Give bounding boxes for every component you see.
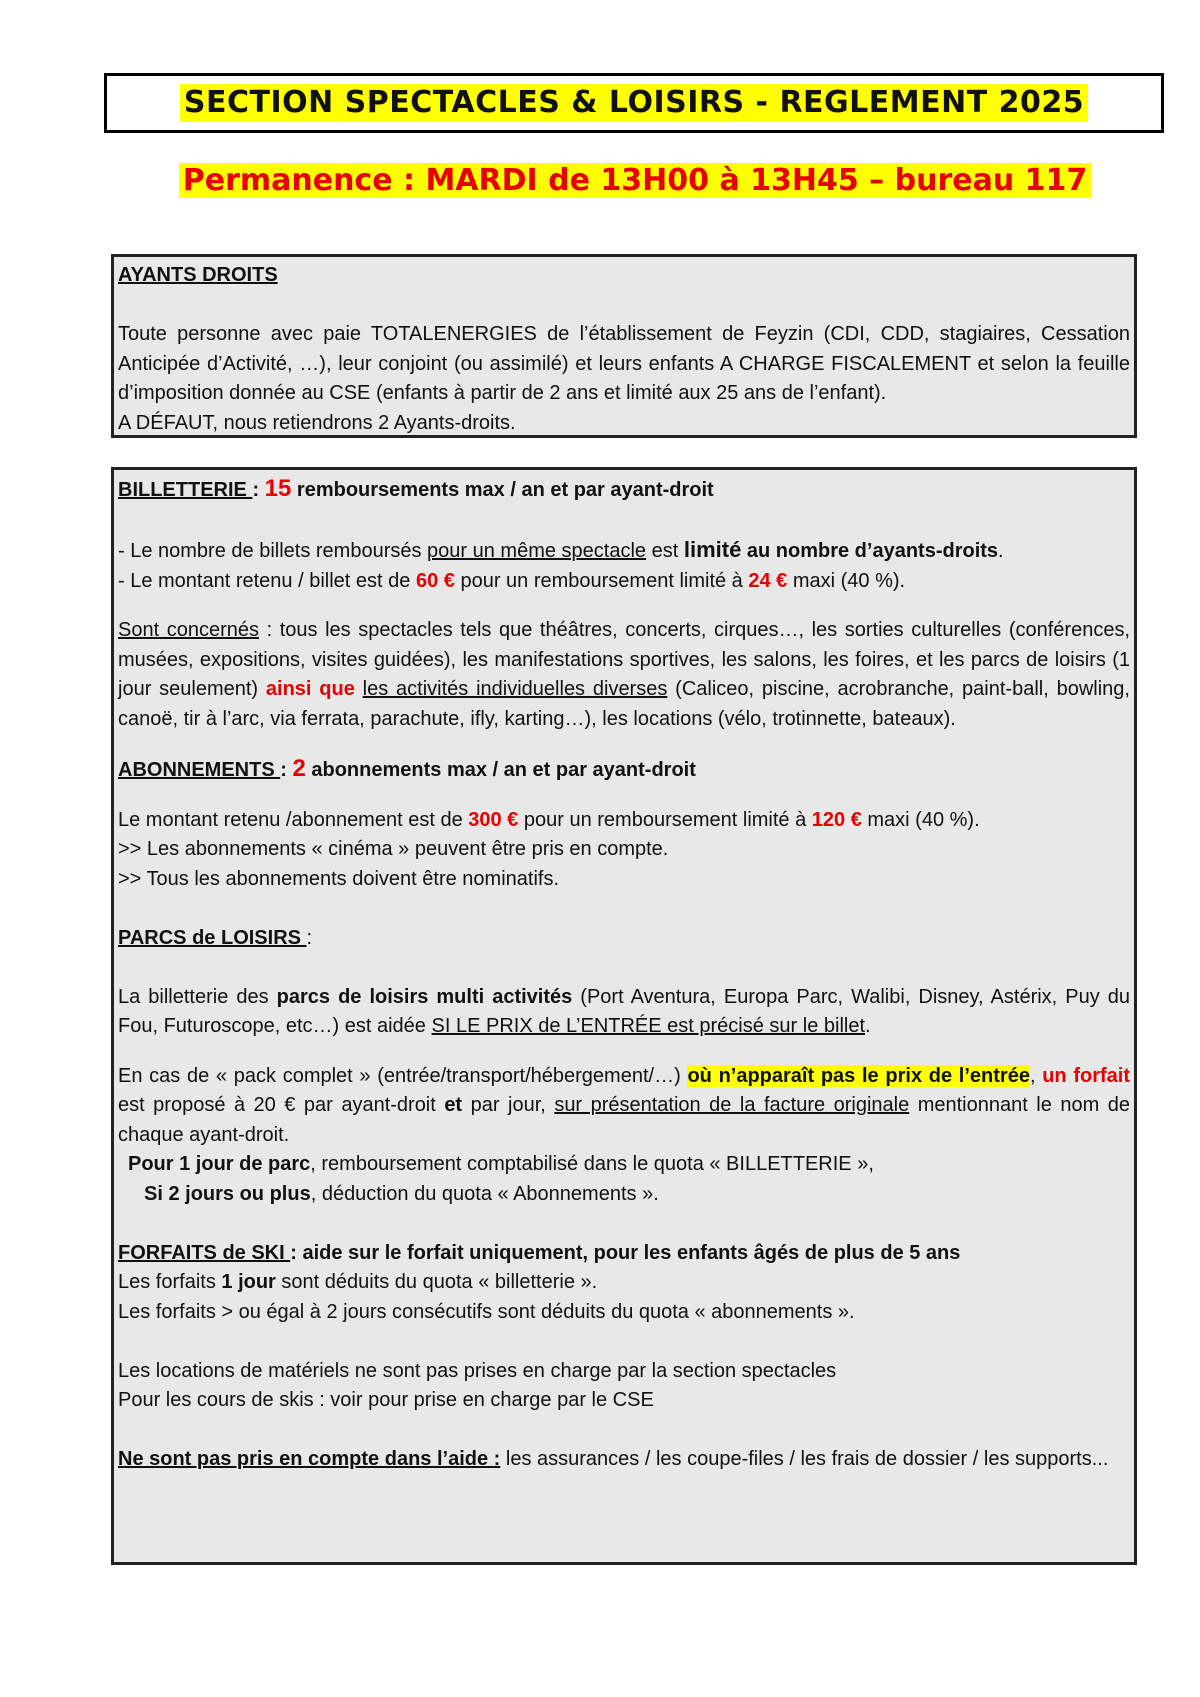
- abonnement-amount: 300 €: [468, 808, 519, 831]
- permanence-text: Permanence : MARDI de 13H00 à 13H45 – bureau 117: [179, 163, 1092, 198]
- ski-heading: FORFAITS de SKI: [118, 1241, 291, 1264]
- billet-amount: 60 €: [415, 569, 455, 592]
- billetterie-heading: BILLETTERIE: [118, 479, 253, 501]
- billetterie-concerned: Sont concernés : tous les spectacles tels que théâtres, concerts, cirques…, les sorties culturelles (conférences, musées, expositions, visites guidées), les manifestations sportives, les salons, les foires, et les parcs de loisirs (1 jour seulement) ainsi que les activités individuelles diverses (Caliceo, piscine, acrobranche, paint-ball, bowling, canoë, tir à l’arc, via ferrata, parachute, ifly, karting…), les locations (vélo, trotinnette, bateaux).: [118, 619, 1130, 730]
- abonnements-line-1: Le montant retenu /abonnement est de 300 € pour un remboursement limité à 120 € maxi (40 %).: [118, 808, 980, 831]
- abonnements-line-2: >> Les abonnements « cinéma » peuvent être pris en compte.: [118, 838, 669, 860]
- ski-line-4: Pour les cours de skis : voir pour prise en charge par le CSE: [118, 1389, 654, 1411]
- billetterie-count: 15: [264, 475, 292, 502]
- page-title: SECTION SPECTACLES & LOISIRS - REGLEMENT 2025: [180, 84, 1088, 122]
- billet-refund: 24 €: [748, 569, 788, 592]
- ski-line-1: Les forfaits 1 jour sont déduits du quota « billetterie ».: [118, 1271, 598, 1293]
- abonnements-line-3: >> Tous les abonnements doivent être nominatifs.: [118, 867, 560, 890]
- rules-section: [111, 467, 1137, 1565]
- abonnements-heading: ABONNEMENTS: [118, 759, 281, 781]
- parcs-text-1: La billetterie des parcs de loisirs multi activités (Port Aventura, Europa Parc, Walibi, Disney, Astérix, Puy du Fou, Futuroscope, etc…) est aidée SI LE PRIX de L’ENTRÉE est précisé sur le billet.: [118, 985, 1131, 1037]
- billetterie-line-2: - Le montant retenu / billet est de 60 € pour un remboursement limité à 24 € maxi (40 %).: [118, 569, 906, 592]
- ayants-droits-text: Toute personne avec paie TOTALENERGIES de l’établissement de Feyzin (CDI, CDD, stagiaires, Cessation Anticipée d’Activité, …), leur conjoint (ou assimilé) et leurs enfants A CHARGE FISCALEMENT et selon la feuille d’imposition donnée au CSE (enfants à partir de 2 ans et limité aux 25 ans de l’enfant).: [118, 323, 1130, 404]
- abonnement-refund: 120 €: [811, 808, 862, 831]
- ski-line-2: Les forfaits > ou égal à 2 jours consécutifs sont déduits du quota « abonnements ».: [118, 1300, 855, 1323]
- parcs-one-day: Pour 1 jour de parc, remboursement comptabilisé dans le quota « BILLETTERIE »,: [128, 1153, 874, 1175]
- billetterie-heading-line: BILLETTERIE : 15 remboursements max / an et par ayant-droit: [118, 475, 714, 502]
- billetterie-line-1: - Le nombre de billets remboursés pour un même spectacle est limité au nombre d’ayants-droits.: [118, 537, 1004, 562]
- ayants-droits-default: A DÉFAUT, nous retiendrons 2 Ayants-droits.: [118, 411, 516, 434]
- title-box: [104, 73, 1164, 133]
- abonnements-heading-line: ABONNEMENTS : 2 abonnements max / an et par ayant-droit: [118, 755, 696, 782]
- parcs-text-2: En cas de « pack complet » (entrée/transport/hébergement/…) où n’apparaît pas le prix de l’entrée, un forfait est proposé à 20 € par ayant-droit et par jour, sur présentation de la facture originale mentionnant le nom de chaque ayant-droit.: [118, 1064, 1131, 1146]
- permanence-banner: [0, 160, 1200, 202]
- ayants-droits-heading: AYANTS DROITS: [118, 264, 278, 286]
- parcs-two-days: Si 2 jours ou plus, déduction du quota « Abonnements ».: [144, 1182, 659, 1205]
- parcs-heading: PARCS de LOISIRS: [118, 926, 307, 949]
- abonnements-count: 2: [292, 755, 306, 782]
- parcs-heading-line: PARCS de LOISIRS :: [118, 926, 313, 949]
- ski-line-3: Les locations de matériels ne sont pas prises en charge par la section spectacles: [118, 1359, 837, 1382]
- ayants-droits-section: [111, 254, 1137, 438]
- ski-heading-line: FORFAITS de SKI : aide sur le forfait uniquement, pour les enfants âgés de plus de 5 ans: [118, 1241, 961, 1264]
- not-covered: Ne sont pas pris en compte dans l’aide : les assurances / les coupe-files / les frais de dossier / les supports...: [118, 1448, 1109, 1470]
